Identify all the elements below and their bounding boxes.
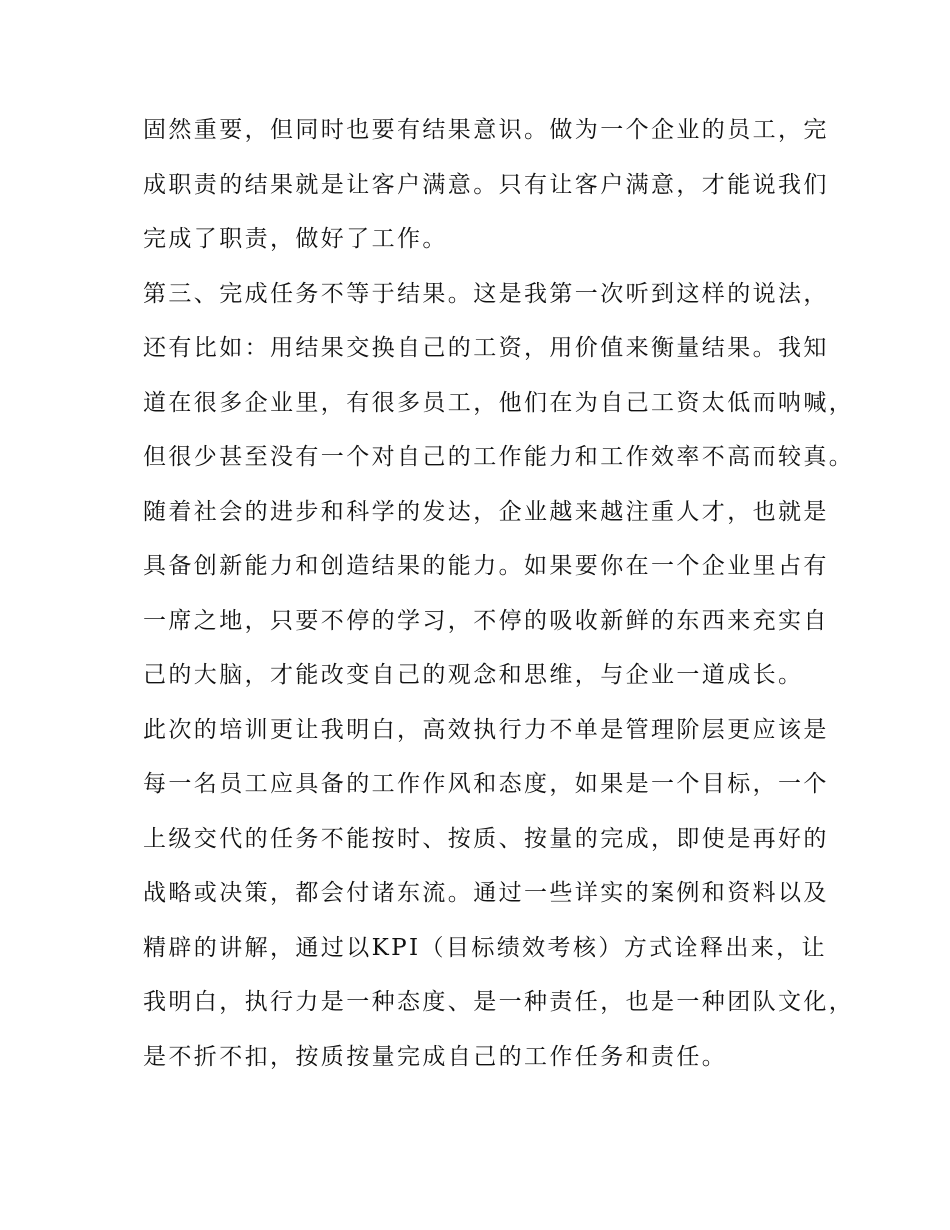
- text-line: 完成了职责，做好了工作。: [143, 226, 448, 252]
- text-line: 第三、完成任务不等于结果。这是我第一次听到这样的说法，: [143, 280, 829, 307]
- text-line: 具备创新能力和创造结果的能力。如果要你在一个企业里占有: [143, 553, 829, 579]
- text-line: 我明白，执行力是一种态度、是一种责任，也是一种团队文化，: [143, 989, 855, 1015]
- text-line: 每一名员工应具备的工作作风和态度，如果是一个目标，一个: [143, 771, 829, 797]
- body-text: [143, 110, 855, 1091]
- text-line: 己的大脑，才能改变自己的观念和思维，与企业一道成长。: [143, 662, 804, 688]
- text-line: 道在很多企业里，有很多员工，他们在为自己工资太低而呐喊，: [143, 389, 855, 416]
- text-line: 此次的培训更让我明白，高效执行力不单是管理阶层更应该是: [143, 716, 829, 743]
- text-line: 成职责的结果就是让客户满意。只有让客户满意，才能说我们: [143, 171, 829, 198]
- text-line: 精辟的讲解，通过以KPI（目标绩效考核）方式诠释出来，让: [143, 934, 827, 961]
- text-line: 上级交代的任务不能按时、按质、按量的完成，即使是再好的: [143, 825, 829, 852]
- text-line: 是不折不扣，按质按量完成自己的工作任务和责任。: [143, 1043, 728, 1070]
- text-line: 战略或决策，都会付诸东流。通过一些详实的案例和资料以及: [143, 880, 829, 906]
- text-line: 还有比如：用结果交换自己的工资，用价值来衡量结果。我知: [143, 335, 829, 361]
- text-line: 随着社会的进步和科学的发达，企业越来越注重人才，也就是: [143, 498, 829, 525]
- text-line: 一席之地，只要不停的学习，不停的吸收新鲜的东西来充实自: [143, 607, 829, 634]
- text-line: 固然重要，但同时也要有结果意识。做为一个企业的员工，完: [143, 117, 829, 143]
- text-line: 但很少甚至没有一个对自己的工作能力和工作效率不高而较真。: [143, 444, 855, 470]
